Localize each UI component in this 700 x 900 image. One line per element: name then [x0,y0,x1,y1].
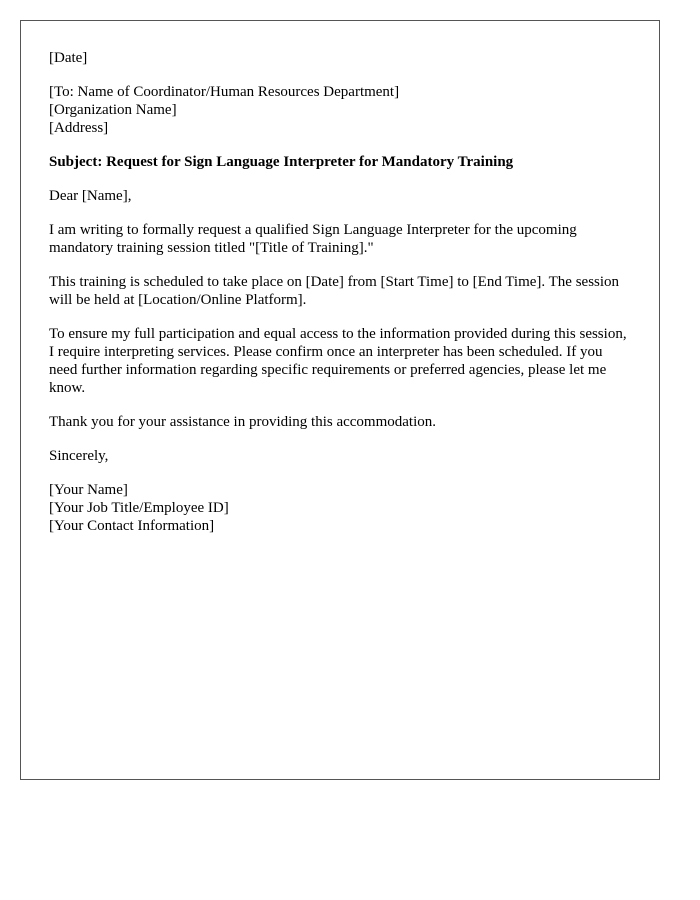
recipient-organization: [Organization Name] [49,102,177,118]
letter-paragraph-schedule: This training is scheduled to take place on [Date] from [Start Time] to [End Time]. The session will be held at [Location/Online Platform]. [49,274,620,308]
letter-date: [Date] [49,50,88,66]
recipient-address: [Address] [49,120,109,136]
letter-paragraph-thanks: Thank you for your assistance in providing this accommodation. [49,414,437,430]
letter-salutation: Dear [Name], [49,188,132,204]
recipient-name: [To: Name of Coordinator/Human Resources Department] [49,84,400,100]
signature-name: [Your Name] [49,482,128,498]
letter-closing: Sincerely, [49,448,109,464]
letter-subject: Subject: Request for Sign Language Interpreter for Mandatory Training [49,154,514,170]
letter-paragraph-request: I am writing to formally request a qualified Sign Language Interpreter for the upcoming mandatory training session titled "[Title of Training]." [49,222,577,256]
recipient-block [49,83,631,137]
letter-paragraph-accommodation: To ensure my full participation and equal access to the information provided during this session, I require interpreting services. Please confirm once an interpreter has been scheduled. If you need further information regarding specific requirements or preferred agencies, please let me know. [49,326,627,396]
signature-contact: [Your Contact Information] [49,518,215,534]
signature-block [49,481,631,535]
letter-page [20,20,660,780]
signature-title: [Your Job Title/Employee ID] [49,500,229,516]
